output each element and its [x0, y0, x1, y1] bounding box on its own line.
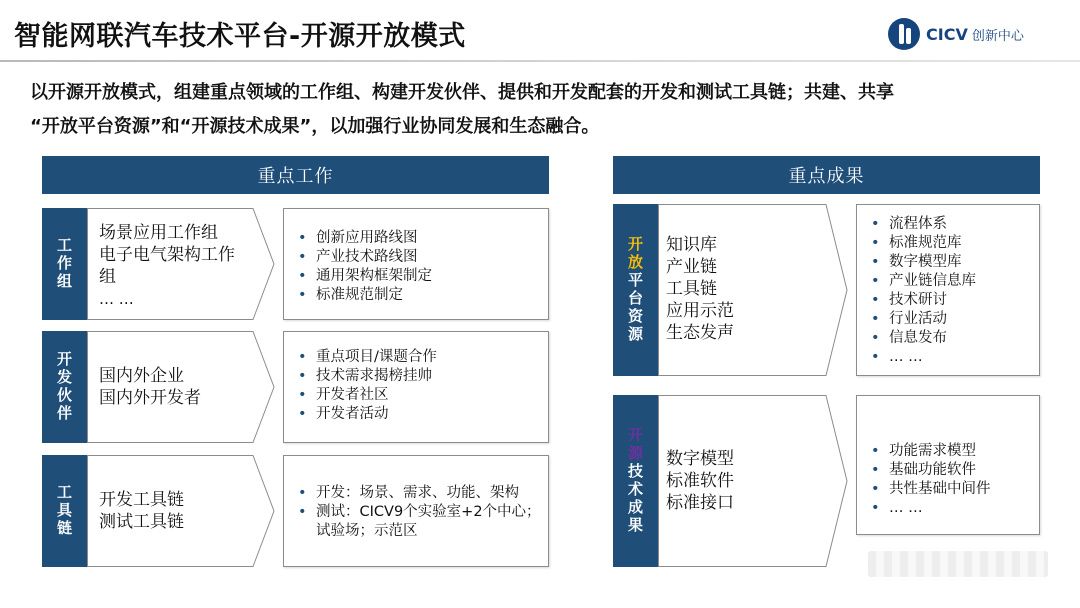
open-resources-labels: [658, 204, 848, 376]
logo-text: CICV: [926, 24, 968, 44]
intro-text: [30, 76, 1040, 144]
label-ellipsis: … …: [99, 290, 134, 308]
label-industry-chain: 产业链: [666, 257, 717, 277]
list-item: • 技术需求揭榜挂帅: [292, 367, 540, 386]
category-toolchain: 工具链: [42, 455, 87, 567]
label-ee-arch-wg: 电子电气架构工作组: [99, 245, 235, 287]
label-toolchain: 工具链: [666, 279, 717, 299]
open-resources-bullets: [856, 204, 1040, 376]
page-title: 智能网联汽车技术平台-开源开放模式: [14, 21, 466, 52]
label-app-demo: 应用示范: [666, 301, 734, 321]
intro-line-2: “开放平台资源”和“开源技术成果”，以加强行业协同发展和生态融合。: [30, 116, 600, 137]
list-item: • 功能需求模型: [865, 442, 1031, 461]
list-item: • … …: [865, 499, 1031, 518]
toolchain-labels: [87, 455, 275, 567]
list-item: • 技术研讨: [865, 291, 1031, 310]
label-test-toolchain: 测试工具链: [99, 512, 184, 532]
list-item: • 开发者社区: [292, 386, 540, 405]
label-standard-software: 标准软件: [666, 471, 734, 491]
list-item: • 通用架构框架制定: [292, 267, 540, 286]
label-eco-voice: 生态发声: [666, 323, 734, 343]
category-rest: 技术成果: [626, 463, 644, 535]
list-item: • 行业活动: [865, 310, 1031, 329]
category-rest: 平台资源: [626, 272, 644, 344]
category-open-platform-resources: [613, 204, 658, 376]
category-dev-partners: 开发伙伴: [42, 331, 87, 443]
list-item: • 共性基础中间件: [865, 480, 1031, 499]
category-open-source-results: [613, 395, 658, 567]
intro-line-1: 以开源开放模式，组建重点领域的工作组、构建开发伙伴、提供和开发配套的开发和测试工具链；共建、共享: [30, 82, 894, 103]
list-item: • 开发者活动: [292, 405, 540, 424]
dev-partner-labels: [87, 331, 275, 443]
toolchain-bullets: [283, 455, 549, 567]
open-source-labels: [658, 395, 848, 567]
list-item: • 创新应用路线图: [292, 229, 540, 248]
title-divider: [0, 60, 1080, 62]
watermark-blur: [868, 551, 1048, 577]
list-item: • 标准规范库: [865, 234, 1031, 253]
cicv-logo: [888, 18, 1048, 50]
label-domestic-foreign-companies: 国内外企业: [99, 366, 184, 386]
label-domestic-foreign-developers: 国内外开发者: [99, 388, 201, 408]
label-digital-model: 数字模型: [666, 449, 734, 469]
cicv-logo-icon: [888, 18, 920, 50]
working-group-bullets: [283, 208, 549, 320]
key-results-header: 重点成果: [613, 156, 1040, 194]
category-highlight-open: 开放: [626, 236, 644, 272]
list-item: • … …: [865, 348, 1031, 367]
label-dev-toolchain: 开发工具链: [99, 490, 184, 510]
label-standard-interface: 标准接口: [666, 493, 734, 513]
list-item: • 信息发布: [865, 329, 1031, 348]
list-item: • 流程体系: [865, 215, 1031, 234]
open-source-bullets: [856, 395, 1040, 535]
list-item: • 产业技术路线图: [292, 248, 540, 267]
category-working-group: 工作组: [42, 208, 87, 320]
logo-subtext: 创新中心: [971, 28, 1024, 44]
list-item: • 测试：CICV9个实验室+2个中心；: [292, 503, 540, 522]
list-item: • 数字模型库: [865, 253, 1031, 272]
key-work-header: 重点工作: [42, 156, 549, 194]
list-item-continuation: 试验场；示范区: [316, 523, 418, 539]
list-item: • 基础功能软件: [865, 461, 1031, 480]
dev-partner-bullets: [283, 331, 549, 443]
list-item: • 标准规范制定: [292, 286, 540, 305]
list-item: • 开发：场景、需求、功能、架构: [292, 484, 540, 503]
category-highlight-source: 开源: [626, 427, 644, 463]
working-group-labels: [87, 208, 275, 320]
label-knowledge-base: 知识库: [666, 235, 717, 255]
list-item: • 重点项目/课题合作: [292, 348, 540, 367]
label-scenario-wg: 场景应用工作组: [99, 223, 218, 243]
list-item: • 产业链信息库: [865, 272, 1031, 291]
